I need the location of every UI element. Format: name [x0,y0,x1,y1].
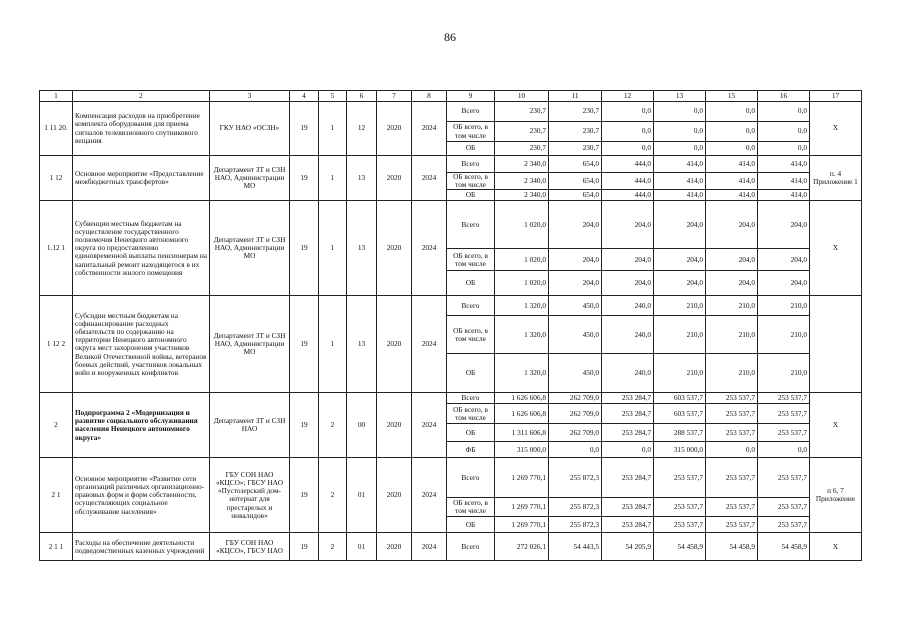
amount-cell: 204,0 [549,201,602,249]
amount-cell: 450,0 [549,316,602,354]
table-row [40,533,862,561]
amount-cell: 414,0 [758,173,810,190]
amount-cell: 240,0 [602,316,654,354]
amount-cell: 0,0 [758,102,810,122]
table-row [40,201,862,249]
column-header: 13 [654,91,706,102]
amount-cell: 204,0 [706,271,758,296]
amount-cell: 414,0 [654,190,706,201]
amount-cell: 210,0 [654,354,706,393]
amount-cell: 0,0 [758,442,810,458]
amount-cell: 210,0 [706,296,758,316]
code-cell: 2024 [412,156,447,201]
amount-cell: 654,0 [549,173,602,190]
funding-source: ОБ всего, в том числе [447,122,495,142]
amount-cell: 230,7 [549,142,602,156]
code-cell: 1 [319,296,347,393]
funding-source: ОБ всего, в том числе [447,404,495,424]
amount-cell: 1 020,0 [495,271,549,296]
amount-cell: 414,0 [706,173,758,190]
page-number: 86 [444,30,456,44]
amount-cell: 315 000,0 [495,442,549,458]
column-header: 12 [602,91,654,102]
amount-cell: 450,0 [549,296,602,316]
amount-cell: 204,0 [602,271,654,296]
code-cell: 19 [290,393,319,458]
amount-cell: 230,7 [549,122,602,142]
header-row [40,91,862,102]
amount-cell: 444,0 [602,156,654,173]
amount-cell: 204,0 [758,271,810,296]
amount-cell: 414,0 [758,156,810,173]
code-cell: 2020 [377,533,412,561]
amount-cell: 2 340,0 [495,190,549,201]
amount-cell: 0,0 [602,142,654,156]
amount-cell: 288 537,7 [654,424,706,442]
note-cell: Х [810,102,862,156]
amount-cell: 253 537,7 [758,517,810,533]
code-cell: 00 [347,393,377,458]
table-row [40,296,862,316]
amount-cell: 253 537,7 [758,458,810,498]
amount-cell: 253 537,7 [654,458,706,498]
amount-cell: 204,0 [549,271,602,296]
funding-source: ОБ [447,354,495,393]
column-header: 1 [40,91,73,102]
amount-cell: 414,0 [706,156,758,173]
funding-source: ФБ [447,442,495,458]
amount-cell: 253 537,7 [758,498,810,517]
amount-cell: 414,0 [706,190,758,201]
amount-cell: 0,0 [758,142,810,156]
amount-cell: 253 537,7 [654,517,706,533]
amount-cell: 0,0 [706,142,758,156]
table-row [40,156,862,173]
amount-cell: 253 284,7 [602,517,654,533]
row-number: 2 1 [40,458,73,533]
amount-cell: 1 269 770,1 [495,498,549,517]
amount-cell: 0,0 [654,122,706,142]
amount-cell: 1 311 606,8 [495,424,549,442]
funding-source: ОБ [447,424,495,442]
amount-cell: 253 537,7 [758,393,810,404]
row-number: 1 12 2 [40,296,73,393]
amount-cell: 255 872,3 [549,458,602,498]
code-cell: 2020 [377,393,412,458]
amount-cell: 315 000,0 [654,442,706,458]
activity-name: Компенсация расходов на приобретение комплекта оборудования для приема сигналов телевизионного спутникового вещания [73,102,210,156]
code-cell: 2020 [377,156,412,201]
amount-cell: 210,0 [758,354,810,393]
amount-cell: 230,7 [495,122,549,142]
funding-source: ОБ [447,517,495,533]
code-cell: 2024 [412,393,447,458]
executor: ГБУ СОН НАО «КЦСО»; ГБСУ НАО «Пустозерский дом-интернат для престарелых и инвалидов» [210,458,290,533]
column-header: 7 [377,91,412,102]
funding-source: ОБ [447,190,495,201]
amount-cell: 210,0 [758,296,810,316]
note-cell [810,296,862,393]
amount-cell: 603 537,7 [654,404,706,424]
amount-cell: 0,0 [602,122,654,142]
amount-cell: 204,0 [706,249,758,271]
amount-cell: 253 537,7 [706,517,758,533]
code-cell: 2 [319,533,347,561]
code-cell: 19 [290,201,319,296]
row-number: 1 12 [40,156,73,201]
amount-cell: 0,0 [602,102,654,122]
amount-cell: 255 872,3 [549,517,602,533]
amount-cell: 204,0 [549,249,602,271]
amount-cell: 1 626 606,8 [495,393,549,404]
executor: Департамент ЗТ и СЗН НАО, Администрации МО [210,296,290,393]
amount-cell: 2 340,0 [495,156,549,173]
amount-cell: 54 205,9 [602,533,654,561]
code-cell: 19 [290,458,319,533]
amount-cell: 240,0 [602,354,654,393]
code-cell: 19 [290,296,319,393]
code-cell: 2020 [377,296,412,393]
amount-cell: 1 020,0 [495,201,549,249]
amount-cell: 210,0 [654,296,706,316]
code-cell: 2020 [377,458,412,533]
column-header: 15 [706,91,758,102]
activity-name: Субвенции местным бюджетам на осуществление государственного полномочия Ненецкого автономного округа по предоставлению единовременной выплаты пенсионерам на капитальный ремонт находящегося в их собственности жилого помещения [73,201,210,296]
amount-cell: 253 537,7 [758,424,810,442]
funding-source: Всего [447,533,495,561]
code-cell: 13 [347,201,377,296]
executor: Департамент ЗТ и СЗН НАО [210,393,290,458]
amount-cell: 240,0 [602,296,654,316]
amount-cell: 204,0 [602,201,654,249]
code-cell: 19 [290,102,319,156]
amount-cell: 210,0 [758,316,810,354]
amount-cell: 0,0 [706,102,758,122]
amount-cell: 253 537,7 [706,404,758,424]
code-cell: 2020 [377,201,412,296]
amount-cell: 54 443,5 [549,533,602,561]
program-table [39,90,862,561]
column-header: 16 [758,91,810,102]
column-header: 6 [347,91,377,102]
funding-source: Всего [447,296,495,316]
amount-cell: 253 284,7 [602,393,654,404]
amount-cell: 262 709,0 [549,424,602,442]
amount-cell: 253 537,7 [706,498,758,517]
amount-cell: 2 340,0 [495,173,549,190]
amount-cell: 414,0 [654,173,706,190]
column-header: 9 [447,91,495,102]
amount-cell: 654,0 [549,156,602,173]
amount-cell: 450,0 [549,354,602,393]
amount-cell: 204,0 [654,201,706,249]
amount-cell: 204,0 [758,201,810,249]
row-number: 1.12 1 [40,201,73,296]
amount-cell: 230,7 [495,102,549,122]
amount-cell: 204,0 [706,201,758,249]
amount-cell: 414,0 [654,156,706,173]
amount-cell: 54 458,9 [654,533,706,561]
amount-cell: 444,0 [602,173,654,190]
funding-source: Всего [447,393,495,404]
amount-cell: 0,0 [654,102,706,122]
amount-cell: 204,0 [654,249,706,271]
amount-cell: 654,0 [549,190,602,201]
row-number: 2 1 1 [40,533,73,561]
amount-cell: 210,0 [654,316,706,354]
code-cell: 2024 [412,296,447,393]
amount-cell: 0,0 [654,142,706,156]
amount-cell: 0,0 [549,442,602,458]
activity-name: Подпрограмма 2 «Модернизация и развитие социального обслуживания населения Ненецкого автономного округа» [73,393,210,458]
activity-name: Субсидии местным бюджетам на софинансирование расходных обязательств по содержанию на территории Ненецкого автономного округа мест захоронения участников Великой Отечественной войны, ветеранов боевых действий, участников локальных войн и вооруженных конфликтов [73,296,210,393]
table-row [40,458,862,498]
amount-cell: 603 537,7 [654,393,706,404]
amount-cell: 54 458,9 [758,533,810,561]
executor: Департамент ЗТ и СЗН НАО, Администрации МО [210,156,290,201]
column-header: 11 [549,91,602,102]
column-header: 8 [412,91,447,102]
code-cell: 2024 [412,201,447,296]
funding-source: Всего [447,201,495,249]
amount-cell: 262 709,0 [549,393,602,404]
funding-source: Всего [447,156,495,173]
activity-name: Основное мероприятие «Предоставление межбюджетных трансфертов» [73,156,210,201]
amount-cell: 414,0 [758,190,810,201]
amount-cell: 253 537,7 [706,458,758,498]
amount-cell: 253 537,7 [758,404,810,424]
amount-cell: 204,0 [654,271,706,296]
amount-cell: 253 284,7 [602,458,654,498]
funding-source: Всего [447,102,495,122]
funding-source: ОБ всего, в том числе [447,249,495,271]
column-header: 10 [495,91,549,102]
amount-cell: 262 709,0 [549,404,602,424]
code-cell: 2020 [377,102,412,156]
code-cell: 13 [347,296,377,393]
note-cell: Х [810,533,862,561]
amount-cell: 1 320,0 [495,296,549,316]
code-cell: 13 [347,156,377,201]
amount-cell: 1 020,0 [495,249,549,271]
amount-cell: 0,0 [706,122,758,142]
amount-cell: 210,0 [706,316,758,354]
column-header: 3 [210,91,290,102]
amount-cell: 204,0 [758,249,810,271]
code-cell: 12 [347,102,377,156]
column-header: 17 [810,91,862,102]
amount-cell: 1 626 606,8 [495,404,549,424]
amount-cell: 0,0 [602,442,654,458]
amount-cell: 1 320,0 [495,316,549,354]
amount-cell: 1 269 770,1 [495,517,549,533]
activity-name: Основное мероприятие «Развитие сети организаций различных организационно-правовых форм и форм собственности, осуществляющих социальное обслуживание населения» [73,458,210,533]
amount-cell: 255 872,3 [549,498,602,517]
code-cell: 19 [290,533,319,561]
activity-name: Расходы на обеспечение деятельности подведомственных казенных учреждений [73,533,210,561]
amount-cell: 253 284,7 [602,404,654,424]
code-cell: 2 [319,393,347,458]
amount-cell: 253 537,7 [654,498,706,517]
amount-cell: 0,0 [758,122,810,142]
funding-source: ОБ всего, в том числе [447,316,495,354]
executor: Департамент ЗТ и СЗН НАО, Администрации МО [210,201,290,296]
column-header: 4 [290,91,319,102]
note-cell: Х [810,201,862,296]
code-cell: 2024 [412,102,447,156]
amount-cell: 272 026,1 [495,533,549,561]
code-cell: 2024 [412,533,447,561]
executor: ГКУ НАО «ОСЗН» [210,102,290,156]
row-number: 1 11 20. [40,102,73,156]
amount-cell: 230,7 [549,102,602,122]
code-cell: 1 [319,102,347,156]
executor: ГБУ СОН НАО «КЦСО», ГБСУ НАО [210,533,290,561]
code-cell: 2024 [412,458,447,533]
note-cell: п 6, 7 Приложение [810,458,862,533]
row-number: 2 [40,393,73,458]
code-cell: 2 [319,458,347,533]
funding-source: ОБ [447,142,495,156]
amount-cell: 253 537,7 [706,393,758,404]
code-cell: 01 [347,458,377,533]
amount-cell: 1 320,0 [495,354,549,393]
amount-cell: 444,0 [602,190,654,201]
amount-cell: 230,7 [495,142,549,156]
funding-source: Всего [447,458,495,498]
amount-cell: 0,0 [706,442,758,458]
code-cell: 19 [290,156,319,201]
column-header: 5 [319,91,347,102]
code-cell: 1 [319,201,347,296]
note-cell: Х [810,393,862,458]
amount-cell: 253 284,7 [602,424,654,442]
table-row [40,393,862,404]
column-header: 2 [73,91,210,102]
code-cell: 01 [347,533,377,561]
funding-source: ОБ всего, в том числе [447,498,495,517]
table-row [40,102,862,122]
amount-cell: 210,0 [706,354,758,393]
funding-source: ОБ [447,271,495,296]
code-cell: 1 [319,156,347,201]
funding-source: ОБ всего, в том числе [447,173,495,190]
amount-cell: 54 458,9 [706,533,758,561]
amount-cell: 253 537,7 [706,424,758,442]
amount-cell: 1 269 770,1 [495,458,549,498]
amount-cell: 204,0 [602,249,654,271]
amount-cell: 253 284,7 [602,498,654,517]
note-cell: п. 4 Приложение 1 [810,156,862,201]
